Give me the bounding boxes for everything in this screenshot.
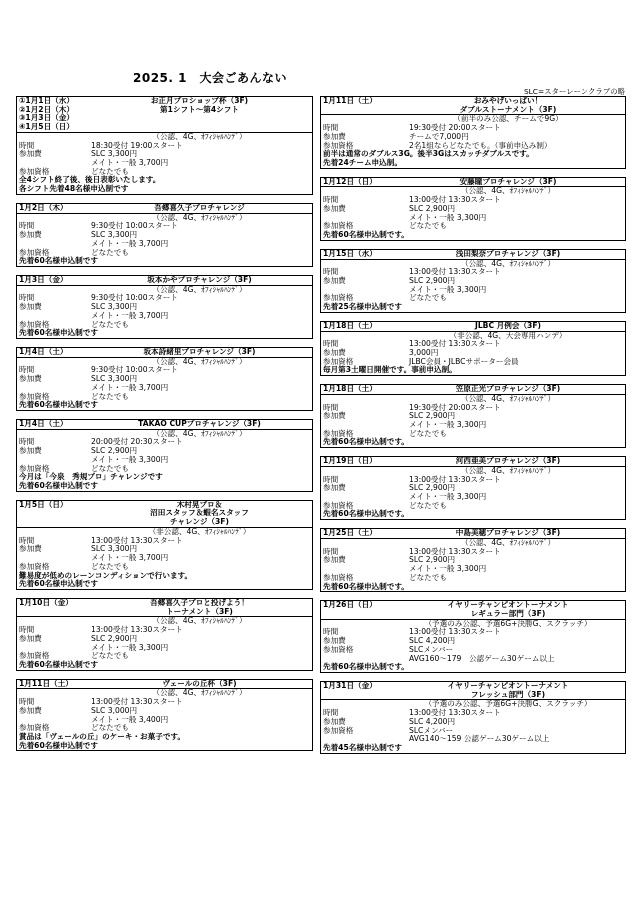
detail-value: どなたでも	[91, 651, 129, 661]
event-date: 1月3日（金）	[19, 274, 68, 284]
event-header	[321, 601, 625, 619]
detail-value: 3,000円	[409, 347, 439, 357]
event-date: 1月18日（土）	[323, 384, 377, 394]
event-box	[16, 419, 313, 492]
event-header	[321, 682, 625, 700]
event-header	[17, 501, 312, 528]
detail-label: 時間	[323, 708, 339, 718]
detail-label: 参加費	[323, 555, 346, 565]
event-title: 吾郷喜久子プロと投げよう！ トーナメント（3F)	[150, 597, 249, 616]
event-subtitle: （非公認、4G、大会専用ハンデ）	[449, 330, 567, 340]
detail-value: 18:30受付 19:00スタート	[91, 140, 183, 150]
event-detail-row	[321, 556, 625, 573]
event-detail-row	[17, 698, 312, 707]
event-date: 1月4日（土）	[19, 346, 68, 356]
detail-value: 13:00受付 13:30スタート	[409, 627, 501, 637]
detail-value: SLC 2,900円 メイト・一般 3,300円	[91, 633, 169, 652]
detail-label: 参加資格	[19, 319, 50, 329]
event-date: 1月5日（日）	[19, 499, 68, 509]
detail-value: SLC 3,300円 メイト・一般 3,700円	[91, 374, 169, 392]
event-note: 先着60名様申込制です。	[323, 581, 409, 591]
detail-value: SLC 2,900円 メイト・一般 3,300円	[409, 411, 487, 429]
event-note: 毎月第3土曜日開催です。事前申込制。	[323, 365, 457, 375]
detail-label: 時間	[323, 402, 339, 412]
detail-label: 時間	[19, 437, 35, 447]
event-box	[320, 600, 626, 673]
detail-label: 参加費	[19, 544, 42, 554]
detail-label: 時間	[19, 293, 35, 303]
event-date: 1月31日（金）	[323, 680, 377, 690]
detail-value: 13:00受付 13:30スタート	[409, 474, 501, 484]
detail-label: 時間	[19, 365, 35, 375]
event-box	[16, 679, 313, 752]
event-detail-row	[17, 537, 312, 546]
detail-label: 参加費	[323, 483, 346, 493]
event-note: 前半は通常のダブルス3G。後半3Gはスカッチダブルスです。 先着24チーム申込制。	[323, 149, 534, 168]
event-date: 1月2日（木）	[19, 202, 68, 212]
detail-label: 参加費	[19, 633, 42, 643]
event-subtitle: （前半のみ公認、チームで9G）	[453, 114, 563, 124]
event-subtitle: （公認、4G、ｵﾌｨｼｬﾙﾊﾝﾃﾞ）	[152, 212, 247, 222]
detail-value: SLCメンバー AVG140～159 公認ゲーム30ゲーム以上	[409, 725, 550, 744]
event-box	[320, 249, 626, 313]
detail-label: 参加費	[323, 716, 346, 726]
detail-value: どなたでも	[409, 500, 447, 510]
event-detail-row	[321, 727, 625, 744]
event-date: 1月18日（土）	[323, 320, 377, 330]
detail-value: 13:00受付 13:30スタート	[91, 535, 183, 545]
event-box	[16, 203, 313, 267]
detail-value: どなたでも	[91, 247, 129, 257]
event-subtitle: （公認、4G、ｵﾌｨｼｬﾙﾊﾝﾃﾞ）	[152, 131, 247, 141]
event-title: イヤリーチャンピオントーナメント フレッシュ部門（3F)	[447, 680, 569, 699]
detail-label: 参加資格	[323, 140, 354, 150]
detail-value: 13:00受付 13:30スタート	[91, 625, 183, 635]
detail-value: 13:00受付 13:30スタート	[409, 546, 501, 556]
event-box	[16, 598, 313, 671]
event-title: 坂本詩緒里プロチャレンジ（3F)	[143, 346, 256, 356]
event-detail-row	[17, 545, 312, 562]
detail-value: 13:00受付 13:30スタート	[409, 708, 501, 718]
detail-value: どなたでも	[91, 319, 129, 329]
event-box	[16, 500, 313, 590]
detail-value: 19:30受付 20:00スタート	[409, 402, 501, 412]
detail-label: 参加費	[323, 203, 346, 213]
detail-value: チームで7,000円	[409, 131, 469, 141]
event-detail-row	[321, 404, 625, 413]
detail-value: どなたでも	[91, 463, 129, 473]
event-detail-row	[17, 294, 312, 303]
detail-value: 20:00受付 20:30スタート	[91, 437, 183, 447]
detail-value: 13:00受付 13:30スタート	[409, 195, 501, 205]
detail-label: 参加資格	[323, 572, 354, 582]
event-note: 賞品は「ヴェールの丘」のケーキ・お菓子です。 先着60名様申込制です	[19, 732, 185, 750]
detail-value: SLC 3,300円 メイト・一般 3,700円	[91, 544, 169, 563]
event-note: 先着60名様申込制です	[19, 659, 98, 669]
detail-value: 13:00受付 13:30スタート	[409, 339, 501, 349]
detail-label: 時間	[323, 195, 339, 205]
event-date: 1月4日（土）	[19, 419, 68, 428]
detail-value: 19:30受付 20:00スタート	[409, 123, 501, 133]
detail-label: 参加資格	[323, 293, 354, 303]
event-title: イヤリーチャンピオントーナメント レギュラー部門（3F)	[447, 600, 569, 618]
event-note: 先着60名様申込制です	[19, 256, 98, 266]
event-subtitle: （公認、4G、ｵﾌｨｼｬﾙﾊﾝﾃﾞ）	[152, 284, 247, 294]
detail-value: SLC 3,300円 メイト・一般 3,700円	[91, 149, 169, 168]
event-detail-row	[17, 222, 312, 231]
detail-label: 参加資格	[323, 500, 354, 510]
event-detail-row	[321, 124, 625, 133]
event-detail-row	[321, 196, 625, 205]
event-title: お正月プロショップ杯（3F) 第1シフト〜第4シフト	[150, 96, 249, 114]
event-detail-row	[17, 707, 312, 724]
event-box	[320, 681, 626, 754]
right-column	[320, 96, 626, 762]
event-box	[16, 96, 313, 195]
event-box	[16, 347, 313, 411]
event-note: 先着25名様申込制です	[323, 302, 402, 312]
event-note: 難易度が低めのレーンコンディションで行います。 先着60名様申込制です	[19, 570, 193, 589]
detail-label: 時間	[19, 221, 35, 231]
event-detail-row	[321, 340, 625, 349]
event-box	[320, 384, 626, 448]
event-subtitle: （公認、4G、ｵﾌｨｼｬﾙﾊﾝﾃﾞ）	[460, 258, 556, 268]
event-date: 1月10日（金）	[19, 597, 73, 607]
event-subtitle: （公認、4G、ｵﾌｨｼｬﾙﾊﾝﾃﾞ）	[460, 393, 556, 403]
event-date: 1月19日（日）	[323, 456, 377, 466]
event-title: TAKAO CUPプロチャレンジ（3F)	[138, 419, 261, 428]
detail-label: 参加費	[19, 302, 42, 312]
event-box	[320, 528, 626, 592]
detail-value: SLC 3,000円 メイト・一般 3,400円	[91, 705, 169, 724]
left-column	[16, 96, 313, 759]
event-subtitle: （公認、4G、ｵﾌｨｼｬﾙﾊﾝﾃﾞ）	[460, 465, 556, 475]
detail-label: 参加資格	[19, 166, 50, 176]
event-box	[16, 275, 313, 339]
event-subtitle: （公認、4G、ｵﾌｨｼｬﾙﾊﾝﾃﾞ）	[460, 537, 556, 547]
detail-label: 参加費	[323, 347, 346, 357]
event-detail-row	[17, 626, 312, 635]
detail-value: どなたでも	[409, 293, 447, 303]
event-detail-row	[17, 447, 312, 464]
event-box	[320, 456, 626, 520]
event-subtitle: （公認、4G、ｵﾌｨｼｬﾙﾊﾝﾃﾞ）	[152, 428, 247, 438]
detail-value: 9:30受付 10:00スタート	[91, 293, 178, 303]
event-detail-row	[17, 142, 312, 151]
event-detail-row	[17, 231, 312, 248]
event-detail-row	[17, 375, 312, 392]
event-date: 1月11日（土）	[323, 96, 377, 105]
event-date: 1月15日（水）	[323, 248, 377, 258]
detail-label: 参加資格	[19, 391, 50, 401]
detail-value: 2名1組ならどなたでも。（事前申込み制）	[409, 140, 552, 150]
detail-value: SLC 4,200円	[409, 636, 456, 646]
detail-label: 時間	[323, 339, 339, 349]
event-note: 先着60名様申込制です	[19, 400, 98, 410]
event-detail-row	[321, 709, 625, 718]
detail-label: 参加資格	[19, 723, 50, 733]
detail-value: どなたでも	[91, 561, 129, 571]
detail-value: SLC 4,200円	[409, 716, 456, 726]
event-note: 先着60名様申込制です。	[323, 437, 409, 447]
detail-value: どなたでも	[91, 723, 129, 733]
detail-value: どなたでも	[91, 166, 129, 176]
detail-value: SLCメンバー AVG160～179 公認ゲーム30ゲーム以上	[409, 644, 555, 663]
event-detail-row	[17, 303, 312, 320]
event-title: 坂本かやプロチャレンジ（3F)	[147, 274, 252, 284]
detail-value: どなたでも	[409, 428, 447, 438]
event-box	[320, 177, 626, 241]
event-box	[320, 321, 626, 376]
detail-label: 参加費	[323, 275, 346, 285]
detail-value: どなたでも	[409, 221, 447, 231]
detail-value: SLC 3,300円 メイト・一般 3,700円	[91, 302, 169, 320]
detail-value: SLC 2,900円 メイト・一般 3,300円	[409, 483, 487, 502]
credit-note: SLC=スターレーンクラブの略	[523, 87, 625, 96]
event-title: 笠原正光プロチャレンジ（3F)	[455, 384, 561, 394]
detail-label: 時間	[19, 535, 35, 545]
event-detail-row	[321, 646, 625, 663]
event-detail-row	[17, 150, 312, 167]
detail-label: 参加資格	[323, 221, 354, 231]
event-title: 安藤瞳プロチャレンジ（3F)	[459, 176, 557, 186]
detail-value: SLC 2,900円 メイト・一般 3,300円	[409, 203, 487, 222]
event-header	[17, 599, 312, 617]
event-subtitle: （公認、4G、ｵﾌｨｼｬﾙﾊﾝﾃﾞ）	[152, 356, 247, 366]
event-subtitle: （公認、4G、ｵﾌｨｼｬﾙﾊﾝﾃﾞ）	[152, 616, 247, 626]
event-title: 浅田梨奈プロチャレンジ（3F)	[455, 248, 561, 258]
event-box	[320, 96, 626, 169]
event-title: 吾郷喜久子プロチャレンジ	[154, 202, 245, 212]
page-title: 2025. 1 大会ごあんない	[133, 71, 287, 85]
event-detail-row	[17, 438, 312, 447]
detail-value: 9:30受付 10:00スタート	[91, 365, 178, 375]
event-detail-row	[321, 628, 625, 637]
detail-label: 参加費	[19, 374, 42, 384]
event-subtitle: （非公認、4G、ｵﾌｨｼｬﾙﾊﾝﾃﾞ）	[148, 526, 251, 536]
detail-label: 時間	[323, 474, 339, 484]
event-title: 河西亜美プロチャレンジ（3F)	[455, 456, 561, 466]
event-detail-row	[321, 476, 625, 485]
event-detail-row	[321, 268, 625, 277]
event-date: 1月25日（土）	[323, 528, 377, 538]
event-title: JLBC 月例会（3F)	[475, 320, 541, 330]
event-title: 中島美穂プロチャレンジ（3F)	[455, 528, 561, 538]
detail-label: 参加費	[19, 230, 42, 240]
event-subtitle: （予選のみ公認、予選6G+決勝G、スクラッチ）	[424, 618, 592, 628]
detail-label: 時間	[19, 697, 35, 707]
event-title: ヴェールの丘杯（3F)	[162, 678, 237, 688]
detail-label: 参加資格	[19, 463, 50, 473]
detail-label: 時間	[19, 625, 35, 635]
detail-label: 時間	[323, 627, 339, 637]
event-note: 先着60名様申込制です	[19, 328, 98, 338]
detail-value: 13:00受付 13:30スタート	[409, 267, 501, 277]
event-detail-row	[321, 277, 625, 294]
detail-value: SLC 2,900円 メイト・一般 3,300円	[409, 275, 487, 294]
detail-value: どなたでも	[409, 572, 447, 582]
detail-label: 参加資格	[19, 247, 50, 257]
detail-label: 時間	[19, 140, 35, 150]
event-detail-row	[321, 637, 625, 646]
event-note: 全4シフト終了後、後日表彰いたします。 各シフト先着48名様申込制です	[19, 175, 161, 194]
event-date: ①1月1日（水） ②1月2日（木） ③1月3日（金） ④1月5日（日）	[19, 96, 74, 132]
detail-value: 9:30受付 10:00スタート	[91, 221, 178, 231]
detail-label: 参加資格	[323, 725, 354, 735]
detail-label: 参加資格	[19, 651, 50, 661]
detail-label: 参加費	[323, 131, 346, 141]
event-note: 先着45名様申込制です	[323, 743, 402, 752]
detail-label: 参加資格	[323, 428, 354, 438]
detail-label: 参加費	[323, 411, 346, 421]
detail-value: SLC 2,900円 メイト・一般 3,300円	[91, 446, 169, 464]
detail-label: 時間	[323, 546, 339, 556]
detail-value: どなたでも	[91, 391, 129, 401]
event-detail-row	[321, 718, 625, 727]
event-detail-row	[17, 635, 312, 652]
detail-label: 参加資格	[19, 561, 50, 571]
event-note: 先着60名様申込制です。	[323, 509, 409, 519]
event-detail-row	[321, 412, 625, 429]
event-title: 木村晃プロ＆ 沼田スタッフ＆蝦名スタッフ チャレンジ（3F)	[150, 499, 249, 527]
detail-label: 参加費	[19, 705, 42, 715]
event-note: 先着60名様申込制です。	[323, 230, 409, 240]
event-header	[321, 97, 625, 115]
detail-value: 13:00受付 13:30スタート	[91, 697, 183, 707]
event-date: 1月11日（土）	[19, 678, 73, 688]
detail-label: 参加費	[19, 149, 42, 159]
event-subtitle: （公認、4G、ｵﾌｨｼｬﾙﾊﾝﾃﾞ）	[460, 186, 556, 196]
event-detail-row	[17, 366, 312, 375]
detail-label: 参加資格	[323, 644, 354, 654]
event-detail-row	[321, 205, 625, 222]
event-subtitle: （公認、4G、ｵﾌｨｼｬﾙﾊﾝﾃﾞ）	[152, 688, 247, 698]
event-subtitle: （予選のみ公認、予選6G+決勝G、スクラッチ）	[424, 699, 592, 709]
detail-label: 参加費	[19, 446, 42, 456]
event-title: おみやげいっぱい！ ダブルストーナメント（3F)	[459, 96, 557, 114]
detail-label: 時間	[323, 267, 339, 277]
detail-value: SLC 2,900円 メイト・一般 3,300円	[409, 555, 487, 574]
event-note: 今月は「今泉 秀規プロ」チャレンジです 先着60名様申込制です	[19, 472, 163, 491]
detail-value: JLBC会員・JLBCサポーター会員	[409, 356, 519, 366]
detail-label: 時間	[323, 123, 339, 133]
detail-label: 参加費	[323, 636, 346, 646]
event-detail-row	[321, 548, 625, 557]
event-date: 1月26日（日）	[323, 600, 377, 610]
event-detail-row	[321, 484, 625, 501]
detail-label: 参加資格	[323, 356, 354, 366]
event-header	[17, 97, 312, 133]
detail-value: SLC 3,300円 メイト・一般 3,700円	[91, 230, 169, 248]
event-date: 1月12日（日）	[323, 176, 377, 186]
event-note: 先着60名様申込制です。	[323, 662, 409, 672]
